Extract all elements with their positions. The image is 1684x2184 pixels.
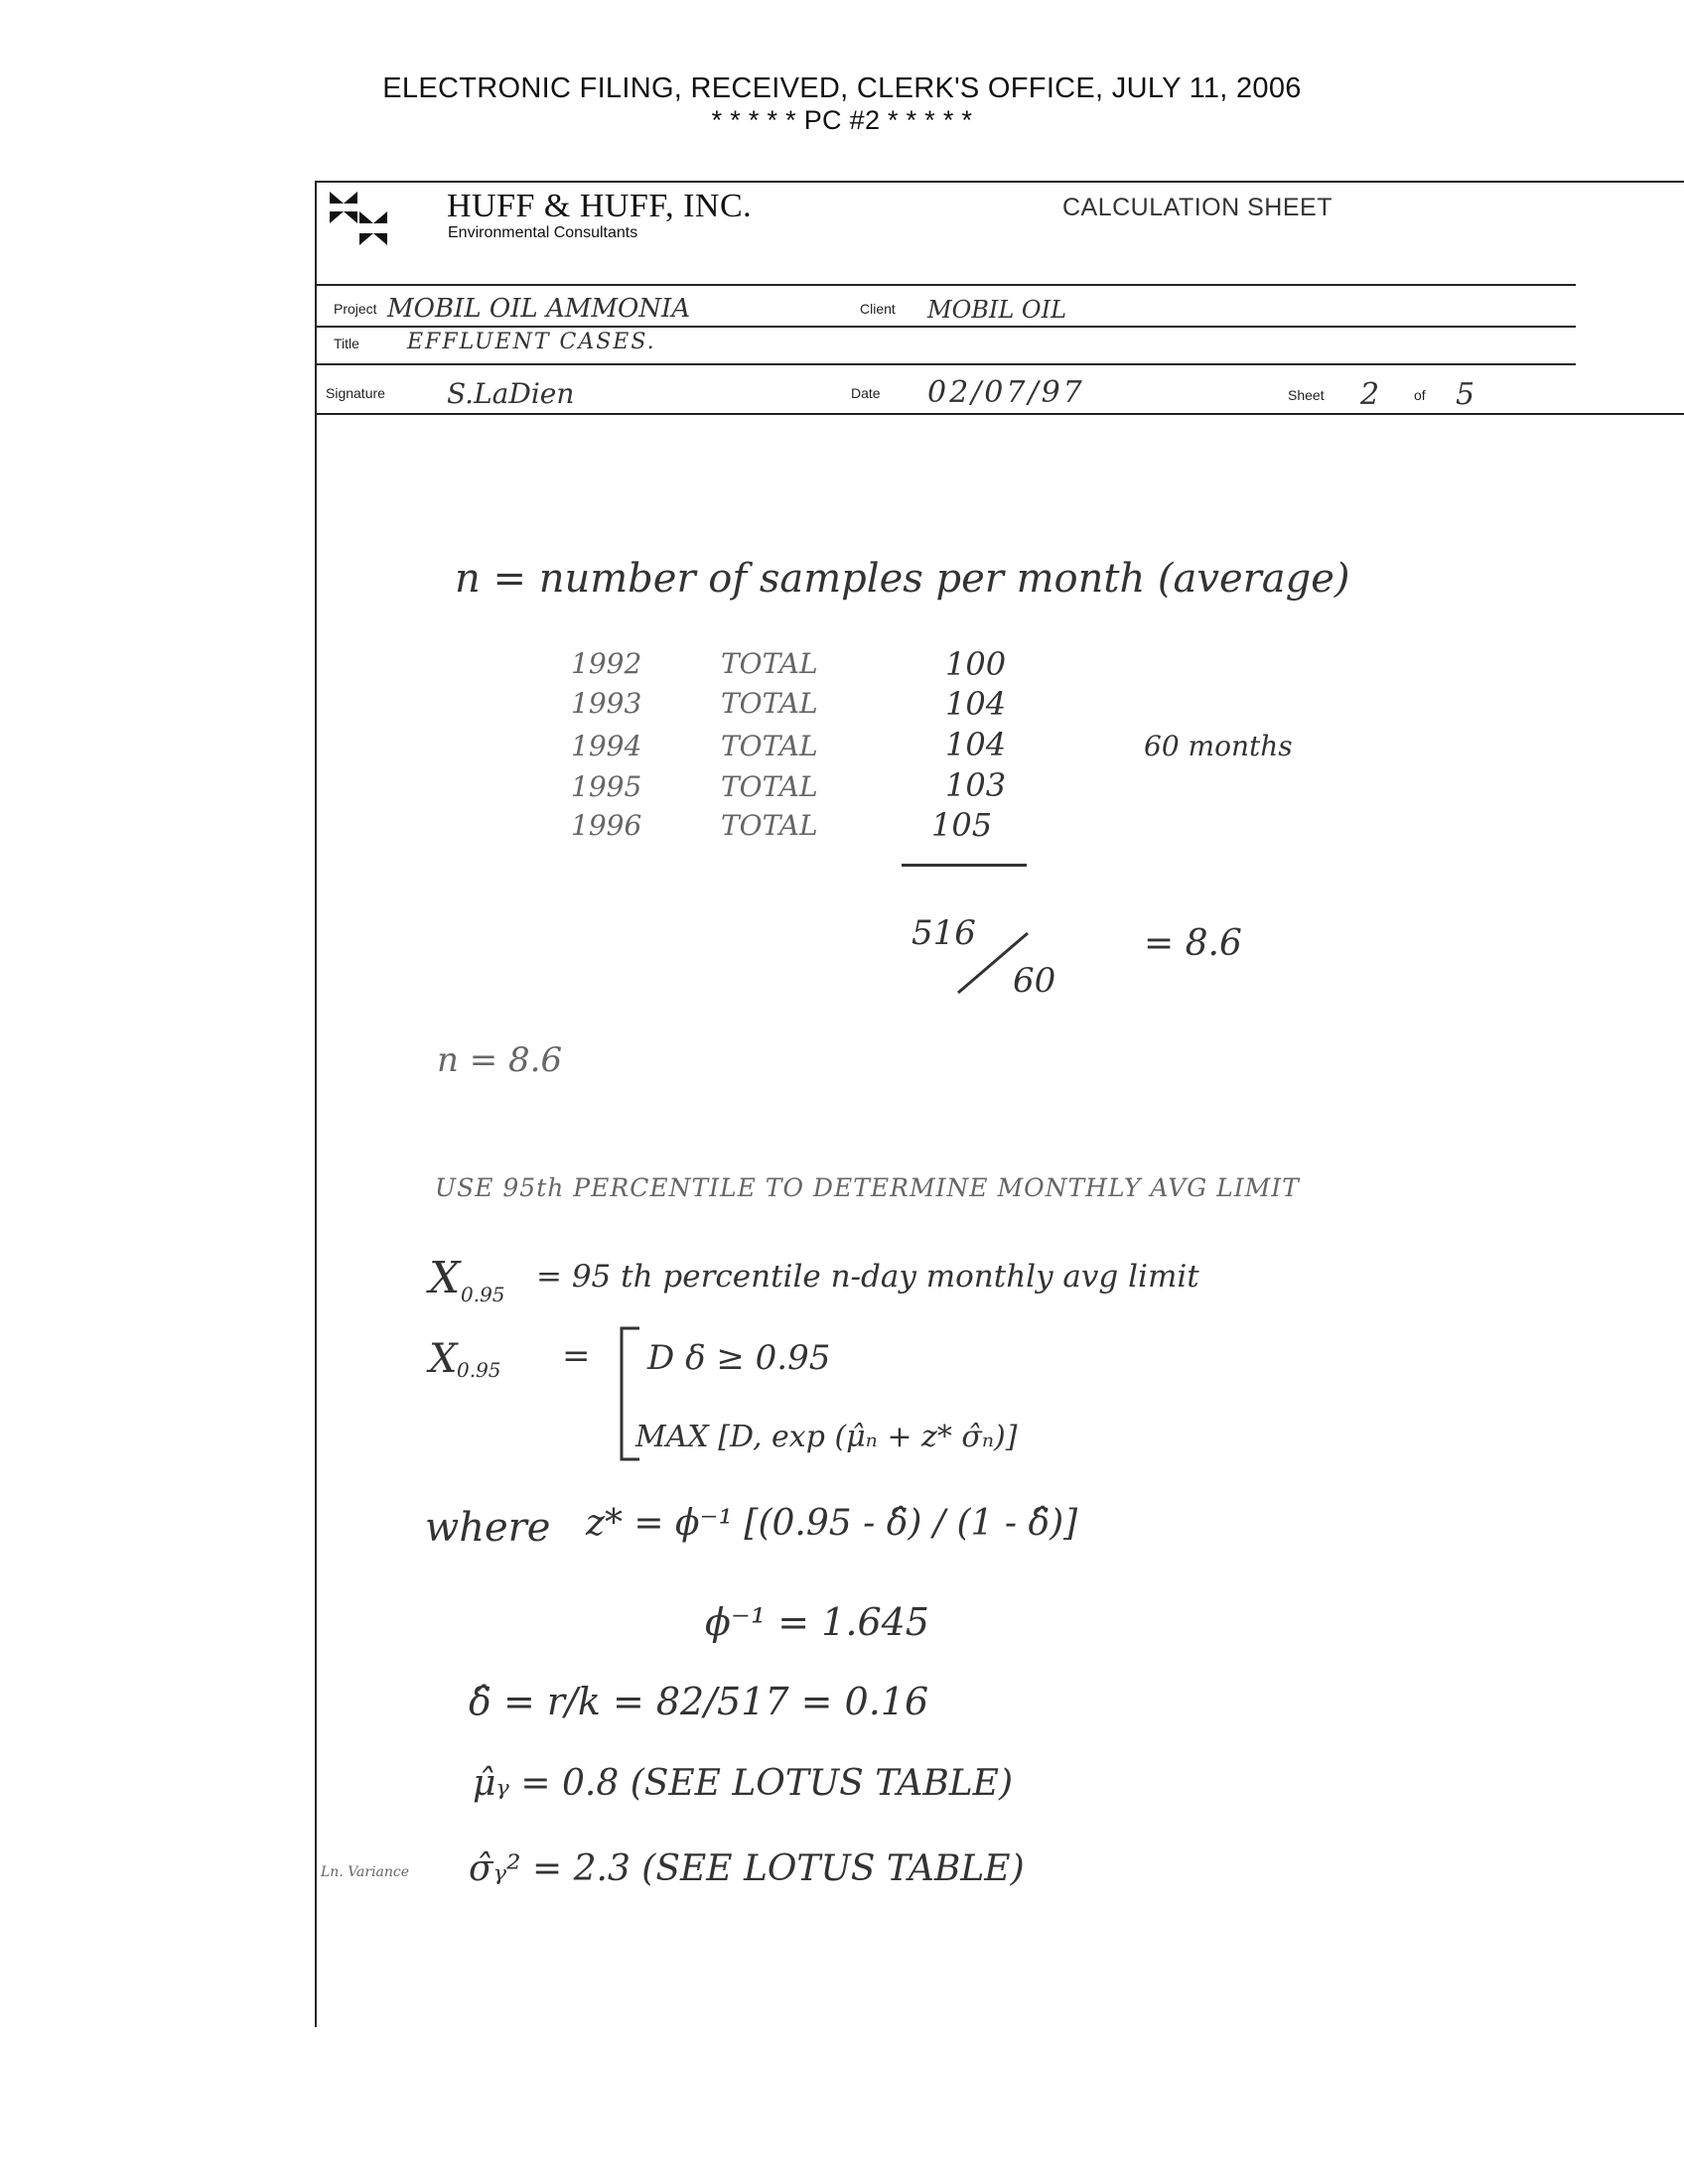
signature-label: Signature <box>326 385 385 401</box>
total-row-label: TOTAL <box>721 809 818 842</box>
x-eq-case2: MAX [D, exp (μ̂ₙ + z* σ̂ₙ)] <box>635 1420 1018 1454</box>
where-label: where <box>425 1505 551 1551</box>
x-eq-case1: D δ ≥ 0.95 <box>647 1338 831 1378</box>
title-row-line <box>315 363 1576 365</box>
total-row-value: 104 <box>945 685 1007 723</box>
huff-triangles-logo-icon <box>330 190 411 271</box>
total-row-value: 104 <box>945 726 1007 763</box>
total-row-value: 105 <box>931 806 993 844</box>
x-eq-symbol: X <box>429 1336 458 1382</box>
signature-value: S.LaDien <box>447 377 575 410</box>
ratio-denominator: 60 <box>1013 961 1056 1001</box>
ratio-result: = 8.6 <box>1144 923 1242 964</box>
z-star-expression: z* = ϕ⁻¹ [(0.95 - δ̂) / (1 - δ̂)] <box>586 1503 1078 1544</box>
months-note: 60 months <box>1144 730 1293 762</box>
date-label: Date <box>851 385 881 401</box>
client-value: MOBIL OIL <box>927 296 1067 324</box>
phi-inverse-value: ϕ⁻¹ = 1.645 <box>705 1600 929 1644</box>
total-row-year: 1993 <box>571 687 642 720</box>
project-label: Project <box>334 301 377 317</box>
total-row-label: TOTAL <box>721 770 818 803</box>
use-percentile-note: USE 95th PERCENTILE TO DETERMINE MONTHLY AVG LIMIT <box>435 1173 1300 1202</box>
company-subtitle: Environmental Consultants <box>448 224 638 241</box>
client-label: Client <box>860 301 896 317</box>
sum-underline <box>902 864 1027 867</box>
total-row-label: TOTAL <box>721 687 818 720</box>
x-eq-subscript: 0.95 <box>457 1358 501 1382</box>
ln-variance-note: Ln. Variance <box>321 1864 410 1880</box>
calculation-sheet-title: CALCULATION SHEET <box>1062 194 1333 221</box>
sheet-number: 2 <box>1360 377 1380 412</box>
total-row-year: 1995 <box>571 770 642 803</box>
x-eq-equals: = <box>562 1336 591 1376</box>
total-row-value: 100 <box>945 645 1007 683</box>
total-row-year: 1996 <box>571 809 642 842</box>
sheet-left-border <box>315 181 317 2027</box>
filing-stamp-line1: ELECTRONIC FILING, RECEIVED, CLERK'S OFFICE, JULY 11, 2006 <box>382 72 1302 104</box>
project-row-line <box>315 326 1576 328</box>
total-row-label: TOTAL <box>721 647 818 680</box>
x-def-text: = 95 th percentile n-day monthly avg limit <box>536 1259 1199 1295</box>
sheet-top-border <box>315 181 1684 183</box>
delta-expression: δ̂ = r/k = 82/517 = 0.16 <box>469 1680 929 1723</box>
x-def-subscript: 0.95 <box>461 1283 505 1306</box>
total-row-value: 103 <box>945 766 1007 804</box>
n-result: n = 8.6 <box>437 1040 563 1080</box>
project-value: MOBIL OIL AMMONIA <box>387 294 691 324</box>
filing-stamp-line2: * * * * * PC #2 * * * * * <box>711 105 973 135</box>
n-definition: n = number of samples per month (average) <box>455 556 1350 602</box>
total-row-year: 1994 <box>571 730 642 762</box>
variance-expression: σ̂ᵧ² = 2.3 (SEE LOTUS TABLE) <box>469 1848 1025 1889</box>
sheet-total: 5 <box>1456 377 1475 412</box>
x-def-symbol: X <box>429 1253 461 1303</box>
total-row-label: TOTAL <box>721 730 818 762</box>
signature-row-line <box>315 413 1684 415</box>
ratio-numerator: 516 <box>912 913 976 953</box>
title-label: Title <box>334 336 359 351</box>
company-name: HUFF & HUFF, INC. <box>447 188 753 224</box>
header-divider <box>315 284 1576 286</box>
sheet-label: Sheet <box>1288 387 1325 403</box>
title-value: EFFLUENT CASES. <box>407 330 656 354</box>
total-row-year: 1992 <box>571 647 642 680</box>
of-label: of <box>1414 387 1426 403</box>
mu-expression: μ̂ᵧ = 0.8 (SEE LOTUS TABLE) <box>473 1763 1014 1804</box>
date-value: 02/07/97 <box>927 375 1085 410</box>
